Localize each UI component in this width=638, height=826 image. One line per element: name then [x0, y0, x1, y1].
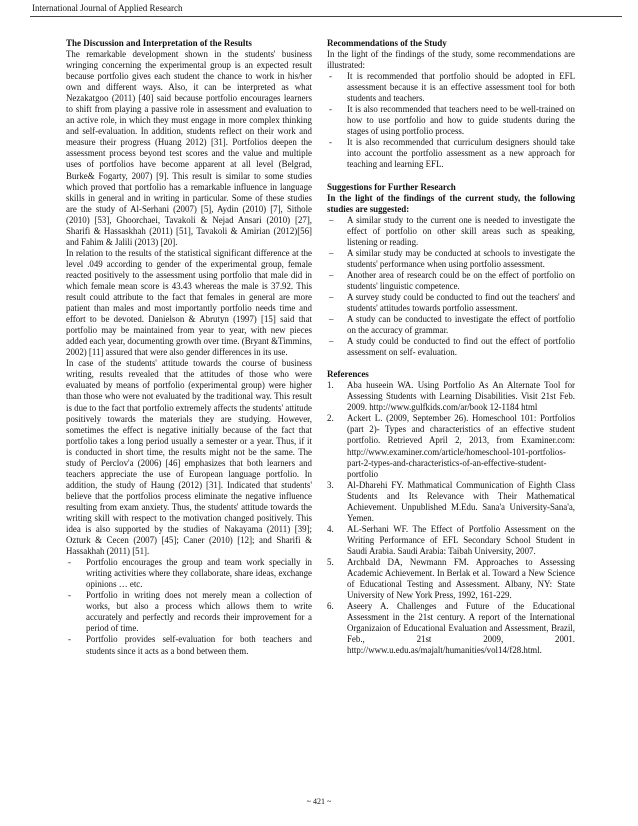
dash-mark: –: [329, 269, 334, 280]
recommendations-list: [327, 71, 575, 170]
reference-text: Aba huseein WA. Using Portfolio As An Alternate Tool for Assessing Students with Learning Disabilities. Visit 21st Feb. 2009. http://www.gulfkids.com/ar/book 12-1184 html: [347, 380, 575, 413]
page-number: ~ 421 ~: [306, 797, 332, 806]
reference-number: 3.: [327, 479, 334, 490]
recommendations-intro: In the light of the findings of the study, some recommendations are illustrated:: [327, 49, 575, 71]
bullet-mark: -: [68, 590, 71, 601]
bullet-mark: -: [329, 104, 332, 115]
reference-text: Al-Dharehi FY. Mathmatical Communication of Eighth Class Students and Its Relevance with Their Mathematical Achievement. Unpublished M.Edu. Sana'a University-Sana'a, Yemen.: [347, 479, 575, 523]
list-item: [66, 634, 312, 656]
reference-text: Ackert L. (2009, September 26). Homeschool 101: Portfolios (part 2)- Types and characteristics of an effective student portfolio. Retrieved April 2, 2013, from Examiner.com: http://www.examiner.com/article/homeschool-101-portfolios-part-2-types-and-characteristics-of-an-effective-student-portfolio: [347, 413, 575, 479]
list-item: [327, 270, 575, 292]
discussion-bullets: [66, 557, 312, 656]
reference-item: [327, 601, 575, 656]
reference-item: [327, 380, 575, 413]
reference-text: Aseery A. Challenges and Future of the Educational Assessment in the 21st century. A report of the International Organizaion of Educational Evaluation and Assessment, Brazil, Feb., 21st 2009, 2001. http://www.u.edu.as/majalt/humanities/vol14/f28.html.: [347, 601, 575, 656]
suggestion-text: A similar study may be conducted at schools to investigate the students' performance when using portfolio assessment.: [347, 247, 575, 269]
left-column: [66, 38, 312, 657]
bullet-text: It is also recommended that teachers need to be well-trained on how to use portfolio and how to guide students during the stages of using portfolio process.: [347, 104, 575, 137]
dash-mark: –: [329, 214, 334, 225]
reference-item: [327, 413, 575, 479]
suggestion-text: A survey study could be conducted to find out the teachers' and students' attitudes towards portfolio assessment.: [347, 291, 575, 313]
reference-number: 5.: [327, 556, 334, 567]
suggestion-text: A similar study to the current one is needed to investigate the effect of portfolio on other skill areas such as speaking, listening or reading.: [347, 214, 575, 247]
header-rule: [30, 16, 622, 17]
reference-number: 1.: [327, 380, 334, 391]
references-list: [327, 380, 575, 656]
reference-number: 2.: [327, 413, 334, 424]
bullet-text: Portfolio provides self-evaluation for both teachers and students since it acts as a bond between them.: [86, 634, 312, 656]
suggestion-text: Another area of research could be on the effect of portfolio on students' linguistic competence.: [347, 269, 575, 291]
suggestion-text: A study could be conducted to find out the effect of portfolio assessment on self- evaluation.: [347, 336, 575, 358]
suggestions-list: [327, 215, 575, 359]
paragraph: In relation to the results of the statistical significant difference at the level .049 according to gender of the experimental group, female reacted positively to the assessment using portfolio that male did in which female mean score is 43.43 whereas the male is 37.92. This result could attribute to the fact that females in general are more patient than males and most importantly portfolio needs time and effort to be devoted. Danielson & Abrutyn (1997) [15] said that portfolio may be maintained from year to year, with new pieces added each year, documenting growth over time. (Bryant &Timmins, 2002) [11] assured that were also gender differences in its use.: [66, 247, 312, 358]
recommendations-heading: Recommendations of the Study: [327, 38, 447, 48]
reference-number: 6.: [327, 601, 334, 612]
list-item: [66, 590, 312, 634]
suggestions-heading: Suggestions for Further Research: [327, 181, 456, 192]
paragraph: The remarkable development shown in the students' business wringing concerning the experimental group is an expected result because portfolio gives each student the chance to work in his/her own and different ways. Also, it can be interpreted as what Nezakatgoo (2011) [40] said because portfolio encourages learners to shift from playing a passive role in assessment and evaluation to an active role, in which they must engage in more complex thinking and self-evaluation. In addition, students reflect on their work and measure their progress (Huang 2012) [31]. Portfolios deepen the assessment process beyond test scores and the value and multiple uses of portfolios have become apparent at all level (Belgrad, Burke& Fogarty, 2007) [9]. This result is similar to some studies which proved that portfolio has a remarkable influence in language skills in general and in writing in particular. Some of these studies are the study of Al-Serhani (2007) [5], Aydin (2010) [7], Sithole (2010) [53], Ghoorchaei, Tavakoli & Nejad Ansari (2010) [27], Sharifi & Hassaskhah (2011) [51], Tavakoli & Amirian (2012)[56] and Fahim & Jalili (2013) [20].: [66, 49, 312, 247]
bullet-mark: -: [329, 71, 332, 82]
discussion-heading: The Discussion and Interpretation of the Results: [66, 38, 252, 48]
journal-header: International Journal of Applied Research: [32, 3, 183, 13]
suggestion-text: A study can be conducted to investigate the effect of portfolio on the accuracy of grammar.: [347, 314, 575, 336]
list-item: [327, 314, 575, 336]
bullet-text: It is also recommended that curriculum designers should take into account the portfolio assessment as a new approach for teaching and learning EFL.: [347, 137, 575, 170]
bullet-text: Portfolio in writing does not merely mean a collection of works, but also a process which allows them to write accurately and perfectly and records their improvement for a period of time.: [86, 590, 312, 634]
list-item: [327, 336, 575, 358]
bullet-text: It is recommended that portfolio should be adopted in EFL assessment because it is an effective assessment tool for both students and teachers.: [347, 71, 575, 104]
bullet-mark: -: [68, 634, 71, 645]
list-item: [327, 137, 575, 170]
paragraph: In case of the students' attitude towards the course of business writing, results revealed that the attitudes of those who were evaluated by means of portfolio (experimental group) were higher than those who were not evaluated by the traditional way. This result is due to the fact that portfolio extremely affects the students' attitude positively towards the materials they are studying. However, sometimes the effect is negative initially because of the fact that portfolio takes a long period usually a semester or a year. Thus, if it is conducted in short time, the results might not be the same. The study of Perclov'a (2006) [46] emphasizes that both learners and teachers appreciate the use of European language portfolio. In addition, the study of Haung (2012) [31]. Indicated that students' believe that the portfolios process eliminate the negative influence resulting from exam anxiety. Thus, the students' attitude towards the writing skill with respect to the motivation changed positively. This idea is also supported by the studies of Nakayama (2011) [39]; Ozturk & Cecen (2007) [45]; Caner (2010) [12]; and Sharifi & Hassakhah (2011) [51].: [66, 358, 312, 557]
reference-item: [327, 524, 575, 557]
list-item: [327, 215, 575, 248]
reference-item: [327, 557, 575, 601]
list-item: [327, 292, 575, 314]
suggestions-intro: In the light of the findings of the current study, the following studies are suggested:: [327, 192, 575, 214]
dash-mark: –: [329, 336, 334, 347]
dash-mark: –: [329, 314, 334, 325]
list-item: [66, 557, 312, 590]
bullet-text: Portfolio encourages the group and team work specially in writing activities where they collaborate, share ideas, exchange opinions … etc.: [86, 557, 312, 590]
right-column: [327, 38, 575, 656]
reference-text: Archbald DA, Newmann FM. Approaches to Assessing Academic Achievement. In Berlak et al. Toward a New Science of Educational Testing and Assessment. Albany, NY: State University of New York Press, 1992, 161-229.: [347, 556, 575, 601]
reference-text: AL-Serhani WF. The Effect of Portfolio Assessment on the Writing Performance of EFL Secondary School Student in Saudi Arabia. Saudi Arabia: Taibah University, 2007.: [347, 523, 575, 556]
references-heading: References: [327, 369, 369, 380]
reference-number: 4.: [327, 523, 334, 534]
list-item: [327, 248, 575, 270]
list-item: [327, 104, 575, 137]
bullet-mark: -: [68, 557, 71, 568]
dash-mark: –: [329, 247, 334, 258]
reference-item: [327, 480, 575, 524]
dash-mark: –: [329, 291, 334, 302]
bullet-mark: -: [329, 137, 332, 148]
list-item: [327, 71, 575, 104]
